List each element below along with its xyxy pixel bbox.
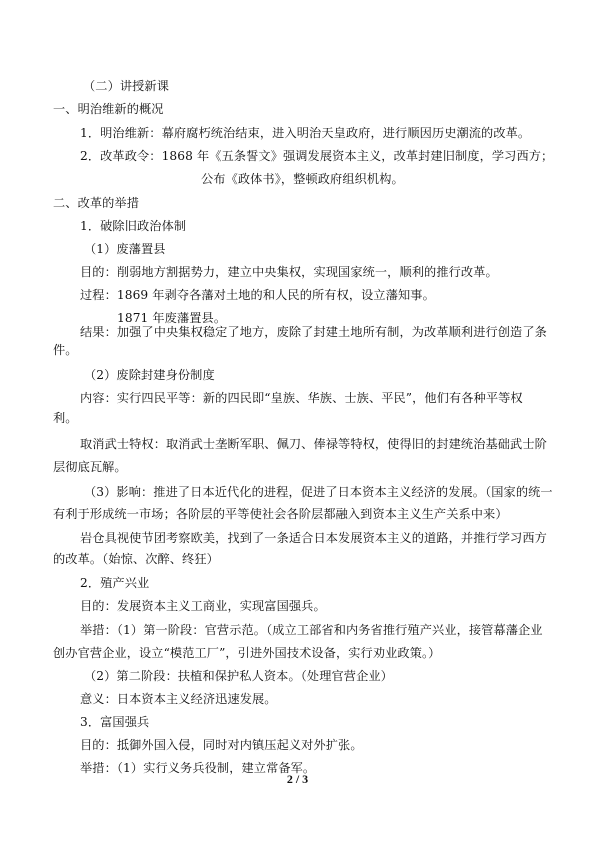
text-line: （2）第二阶段：扶植和保护私人资本。（处理官营企业） [84, 669, 393, 683]
text-line: 意义：日本资本主义经济迅速发展。 [80, 692, 277, 706]
text-line: 件。 [53, 343, 78, 357]
text-line: 目的：发展资本主义工商业，实现富国强兵。 [80, 599, 326, 613]
text-line: 1．明治维新：幕府腐朽统治结束，进入明治天皇政府，进行顺因历史潮流的改革。 [80, 126, 531, 140]
text-line: 结果：加强了中央集权稳定了地方，废除了封建土地所有制，为改革顺利进行创造了条 [80, 325, 547, 339]
section-heading: 二、改革的举措 [53, 196, 140, 210]
page-number: 2 / 3 [286, 772, 309, 786]
text-line: 内容：实行四民平等：新的四民即“皇族、华族、士族、平民”，他们有各种平等权 [80, 391, 523, 405]
text-line: 过程：1869 年剥夺各藩对土地的和人民的所有权，设立藩知事。 [80, 288, 435, 302]
text-line: 创办官营企业，设立“模范工厂”，引进外国技术设备，实行劝业政策。） [53, 646, 441, 660]
text-line: 的改革。（始惊、次醉、终狂） [53, 552, 219, 566]
subsection-heading: 2．殖产兴业 [80, 576, 150, 590]
text-line: 岩仓具视使节团考察欧美，找到了一条适合日本发展资本主义的道路，并推行学习西方 [80, 531, 547, 545]
subsection-heading: 1．破除旧政治体制 [80, 219, 187, 233]
text-line: 2．改革政令：1868 年《五条誓文》强调发展资本主义，改革封建旧制度，学习西方； [80, 149, 554, 163]
text-line: 利。 [53, 411, 78, 425]
section-heading: 一、明治维新的概况 [53, 102, 164, 116]
text-line: 层彻底瓦解。 [53, 460, 127, 474]
subsection-heading: 3．富国强兵 [80, 715, 150, 729]
text-line: （2）废除封建身份制度 [84, 368, 215, 382]
text-line: （1）废藩置县 [84, 242, 166, 256]
text-line: 有利于形成统一市场；各阶层的平等使社会各阶层都融入到资本主义生产关系中来） [53, 507, 508, 521]
text-line: 公布《政体书》，整顿政府组织机构。 [201, 172, 404, 186]
text-line: 举措：（1）第一阶段：官营示范。（成立工部省和内务省推行殖产兴业，接管幕藩企业 [80, 623, 543, 637]
text-line: （3）影响：推进了日本近代化的进程，促进了日本资本主义经济的发展。（国家的统一 [84, 485, 553, 499]
text-line: （二）讲授新课 [83, 79, 170, 93]
text-line: 1871 年废藩置县。 [117, 311, 227, 325]
text-line: 目的：削弱地方割据势力，建立中央集权，实现国家统一，顺利的推行改革。 [80, 265, 498, 279]
text-line: 举措：（1）实行义务兵役制，建立常备军。 [80, 761, 316, 775]
text-line: 取消武士特权：取消武士垄断军职、佩刀、俸禄等特权，使得旧的封建统治基础武士阶 [80, 437, 547, 451]
text-line: 目的：抵御外国入侵，同时对内镇压起义对外扩张。 [80, 738, 363, 752]
